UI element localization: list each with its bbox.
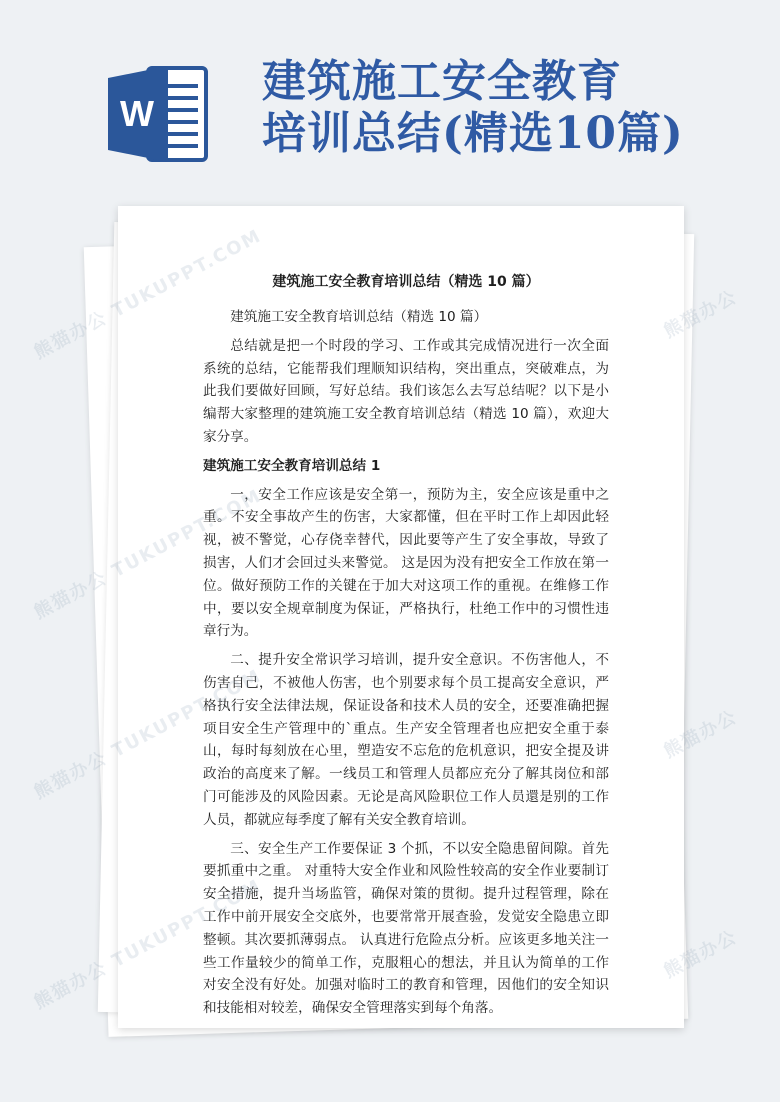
watermark: 熊猫办公: [30, 567, 112, 624]
watermark: 熊猫办公: [660, 706, 741, 763]
watermark: 熊猫办公: [660, 926, 741, 983]
watermark: 熊猫办公: [30, 307, 112, 364]
section-paragraph-1: 一，安全工作应该是安全第一，预防为主，安全应该是重中之重。不安全事故产生的伤害，大家都懂，但在平时工作上却因此轻视，被不警觉，心存侥幸替代，因此要等产生了安全事故，导致了损害，人们才会回过头来警觉。 这是因为没有把安全工作放在第一位。做好预防工作的关键在于加大对这项工作的重视。在维修工作中，要以安全规章制度为保证，严格执行，杜绝工作中的习惯性违章行为。: [203, 486, 609, 640]
word-icon-letter: W: [120, 93, 154, 134]
document-body: [203, 270, 609, 1026]
intro-paragraph-1: 建筑施工安全教育培训总结（精选 10 篇）: [230, 309, 488, 325]
section-heading: 建筑施工安全教育培训总结 1: [203, 457, 381, 474]
watermark: 熊猫办公: [30, 747, 112, 804]
document-title: 建筑施工安全教育培训总结（精选 10 篇）: [272, 274, 540, 290]
watermark: 熊猫办公: [30, 957, 112, 1014]
title-line-1: 建筑施工安全教育: [262, 56, 622, 107]
section-paragraph-2: 二、提升安全常识学习培训，提升安全意识。不伤害他人，不伤害自己，不被他人伤害，也个别要求每个员工提高安全意识，严格执行安全法律法规，保证设备和技术人员的安全，还要准确把握项目安全生产管理中的`重点。生产安全管理者也应把安全重于泰山，每时每刻放在心里，塑造安不忘危的危机意识，把安全提及讲政治的高度来了解。一线员工和管理人员都应充分了解其岗位和部门可能涉及的风险因素。无论是高风险职位工作人员還是别的工作人员，都就应每季度了解有关安全教育培训。: [203, 652, 609, 828]
section-paragraph-3: 三、安全生产工作要保证 3 个抓，不以安全隐患留间隙。首先要抓重中之重。 对重特大安全作业和风险性较高的安全作业要制订安全措施，提升当场监管，确保对策的贯彻。提升过程管理，除在工作中前开展安全交底外，也要常常开展查验，发觉安全隐患立即整顿。其次要抓薄弱点。 认真进行危险点分析。应该更多地关注一些工作量较少的简单工作，克服粗心的想法，并且认为简单的工作对安全没有好处。加强对临时工的教育和管理，因他们的安全知识和技能相对较差，确保安全管理落实到每个角落。: [203, 840, 609, 1017]
watermark: 熊猫办公: [660, 286, 741, 343]
title-line-2: 培训总结(精选10篇): [262, 108, 684, 159]
intro-paragraph-2: 总结就是把一个时段的学习、工作或其完成情况进行一次全面系统的总结，它能帮我们理顺知识结构，突出重点，突破难点，为此我们要做好回顾，写好总结。我们该怎么去写总结呢？以下是小编帮大家整理的建筑施工安全教育培训总结（精选 10 篇），欢迎大家分享。: [203, 337, 609, 445]
